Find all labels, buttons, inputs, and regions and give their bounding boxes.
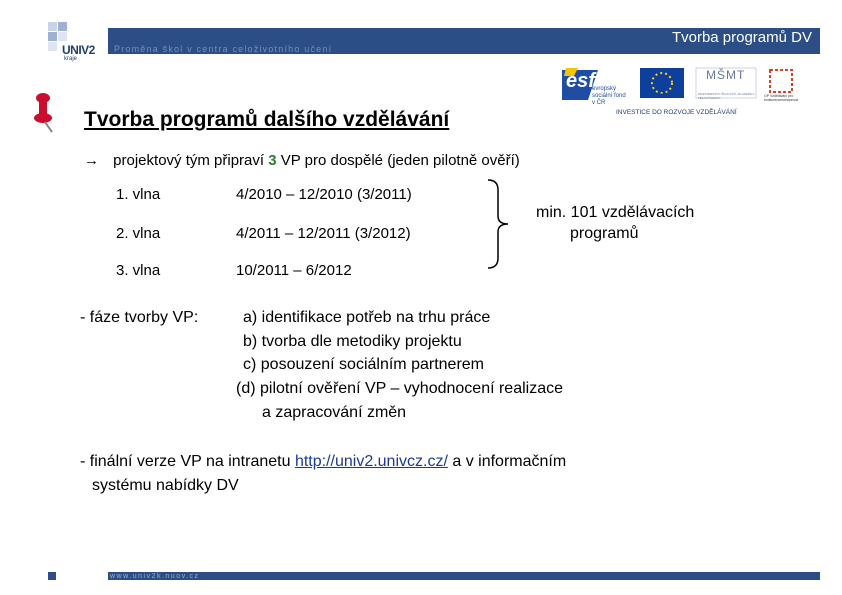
slide-title: Tvorba programů dalšího vzdělávání (84, 108, 450, 131)
logo-subtext: kraje (64, 56, 78, 62)
footer-url: www.univ2k.nuov.cz (110, 573, 200, 580)
min-programs-text (536, 202, 736, 244)
eu-label: EVROPSKÁ UNIE (640, 93, 681, 99)
right-brace (486, 178, 516, 270)
final-text-after: a v informačním (447, 453, 567, 470)
partner-caption: INVESTICE DO ROZVOJE VZDĚLÁVÁNÍ (616, 109, 737, 116)
logo-text: UNIV2 (62, 43, 95, 57)
intro-highlight: 3 (268, 152, 277, 169)
phase-item: a zapracování změn (262, 404, 407, 421)
wave-period: 4/2011 – 12/2011 (3/2012) (236, 225, 411, 242)
op-label: OP Vzdělávání pro konkurenceschopnost (764, 94, 799, 102)
phase-item: (d) pilotní ověření VP – vyhodnocení realizace (236, 380, 564, 397)
esf-logo-text: esf (566, 70, 595, 92)
footer-bar (108, 572, 820, 580)
wave-name: 2. vlna (116, 225, 161, 242)
min-line-2: programů (570, 225, 639, 242)
intro-text-after: VP pro dospělé (jeden pilotně ověří) (276, 152, 520, 169)
arrow-right-icon: → (84, 152, 99, 169)
final-line-1 (80, 453, 566, 471)
final-line-2: systému nabídky DV (92, 477, 239, 494)
pushpin-icon (34, 92, 58, 134)
phase-item: c) posouzení sociálním partnerem (243, 356, 484, 373)
header-subtitle: Proměna škol v centra celoživotního učení (114, 44, 333, 54)
wave-period: 4/2010 – 12/2010 (3/2011) (236, 186, 412, 203)
phase-item: a) identifikace potřeb na trhu práce (243, 309, 491, 326)
phase-label: - fáze tvorby VP: (80, 309, 199, 326)
min-line-1: min. 101 vzdělávacích (536, 204, 695, 221)
footer-square (48, 572, 56, 580)
intranet-link[interactable]: http://univ2.univcz.cz/ (294, 453, 448, 470)
header-title: Tvorba programů DV (671, 29, 812, 46)
wave-name: 3. vlna (116, 262, 161, 279)
phase-item: b) tvorba dle metodiky projektu (243, 333, 462, 350)
intro-text-before: projektový tým připraví (113, 152, 269, 169)
esf-label: evropský sociální fond v ČR (592, 86, 626, 106)
wave-period: 10/2011 – 6/2012 (236, 262, 352, 279)
final-text-before: - finální verze VP na intranetu (80, 453, 295, 470)
msmt-label: MINISTERSTVO ŠKOLSTVÍ, MLÁDEŽE A TĚLOVÝCHOVY (698, 92, 755, 100)
intro-line (84, 152, 520, 169)
msmt-logo-text: MŠMT (706, 68, 746, 82)
wave-name: 1. vlna (116, 186, 161, 203)
